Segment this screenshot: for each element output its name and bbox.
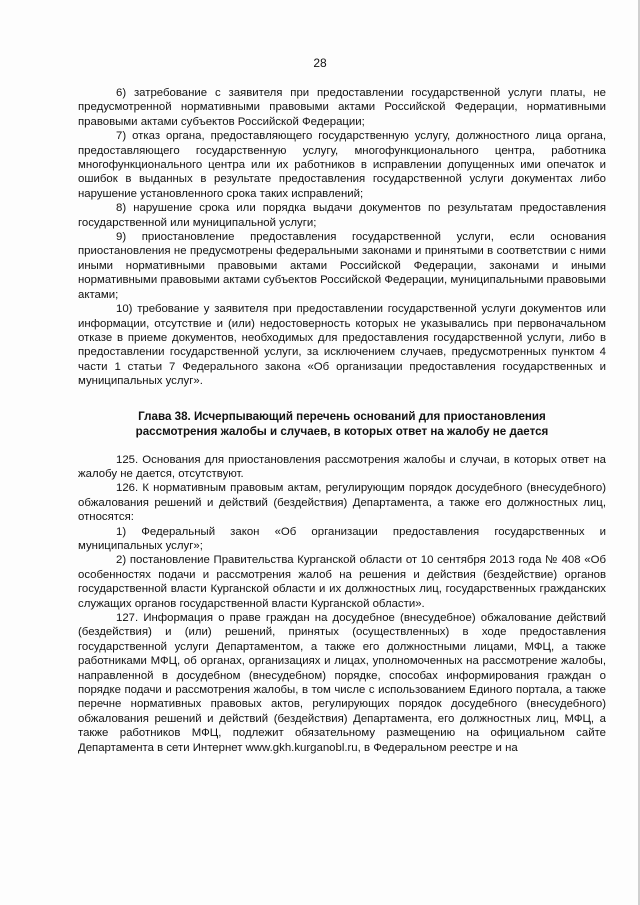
- document-body: [78, 86, 606, 755]
- paragraph-item-10: 10) требование у заявителя при предоставлении государственной услуги документов или информации, отсутствие и (или) недостоверность которых не указывались при первоначальном отказе в приеме документов, необходимых для предоставления государственной услуги, либо в предоставлении государственной услуги, за исключением случаев, предусмотренных пунктом 4 части 1 статьи 7 Федерального закона «Об организации предоставления государственных и муниципальных услуг».: [78, 303, 606, 388]
- paragraph-126-item-2: 2) постановление Правительства Курганской области от 10 сентября 2013 года № 408 «Об особенностях подачи и рассмотрения жалоб на решения и действия (бездействие) органов государственной власти Курганской области и их должностных лиц, государственных гражданских служащих органов государственной власти Курганской области».: [78, 554, 606, 610]
- paragraph-127: 127. Информация о праве граждан на досудебное (внесудебное) обжалование действий (бездействия) и (или) решений, принятых (осуществленных) в ходе предоставления государственной услуги Департаментом, а также его должностными лицами, МФЦ, а также работниками МФЦ, об органах, организациях и лицах, уполномоченных на рассмотрение жалобы, направленной в досудебном (внесудебном) порядке, способах информирования граждан о порядке подачи и рассмотрения жалобы, в том числе с использованием Единого портала, а также перечне нормативных правовых актов, регулирующих порядок досудебного (внесудебного) обжалования решений и действий (бездействия) Департамента, его должностных лиц, МФЦ, а также работников МФЦ, подлежит обязательному размещению на официальном сайте Департамента в сети Интернет www.gkh.kurganobl.ru, в Федеральном реестре и на: [78, 612, 606, 754]
- paragraph-125: 125. Основания для приостановления рассмотрения жалобы и случаи, в которых ответ на жалобу не дается, отсутствуют.: [78, 453, 606, 480]
- paragraph-item-7: 7) отказ органа, предоставляющего государственную услугу, должностного лица органа, предоставляющего государственную услугу, многофункционального центра, работника многофункционального центра или их работников в исправлении допущенных ими опечаток и ошибок в выданных в результате предоставления государственной услуги документах либо нарушение установленного срока таких исправлений;: [78, 130, 606, 200]
- paragraph-item-8: 8) нарушение срока или порядка выдачи документов по результатам предоставления государственной или муниципальной услуги;: [78, 202, 606, 229]
- paragraph-126-item-1: 1) Федеральный закон «Об организации предоставления государственных и муниципальных услуг»;: [78, 525, 606, 552]
- chapter-heading: [90, 409, 594, 439]
- page-number: 28: [313, 56, 327, 70]
- paragraph-item-9: 9) приостановление предоставления государственной услуги, если основания приостановления не предусмотрены федеральными законами и принятыми в соответствии с ними иными нормативными правовыми актами Российской Федерации, законами и иными нормативными правовыми актами субъектов Российской Федерации, муниципальными правовыми актами;: [78, 231, 606, 301]
- chapter-heading-line-1: Глава 38. Исчерпывающий перечень оснований для приостановления: [138, 409, 546, 423]
- paragraph-item-6: 6) затребование с заявителя при предоставлении государственной услуги платы, не предусмотренной нормативными правовыми актами Российской Федерации, нормативными правовыми актами субъектов Российской Федерации;: [78, 87, 606, 128]
- paragraph-126: 126. К нормативным правовым актам, регулирующим порядок досудебного (внесудебного) обжалования решений и действий (бездействия) Департамента, а также его должностных лиц, относятся:: [78, 482, 606, 524]
- chapter-heading-line-2: рассмотрения жалобы и случаев, в которых ответ на жалобу не дается: [135, 424, 549, 438]
